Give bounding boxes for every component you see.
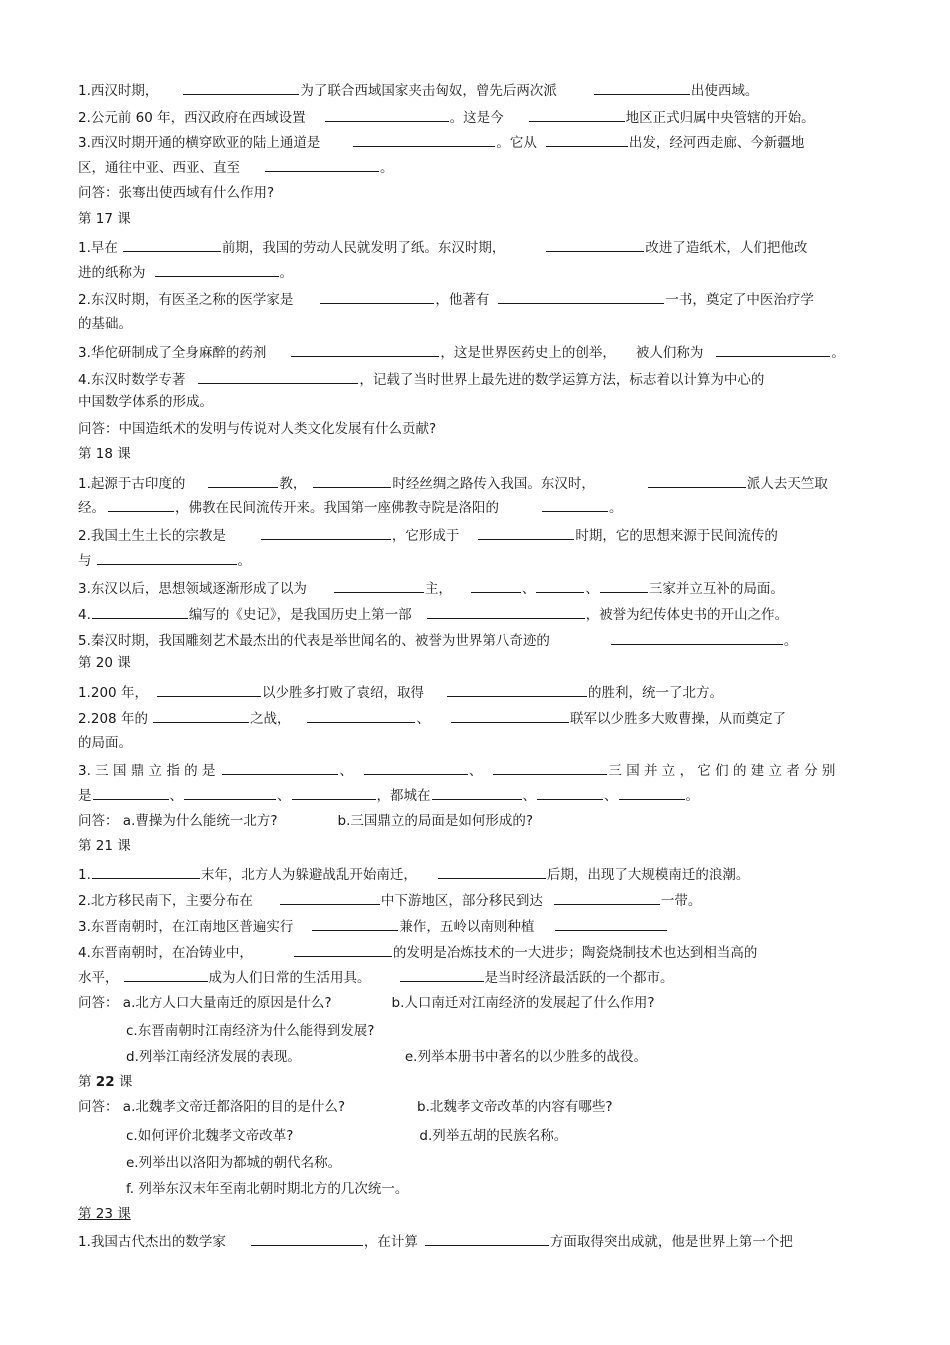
question-line: 1.早在 前期，我国的劳动人民就发明了纸。东汉时期， 改进了造纸术，人们把他改: [78, 237, 807, 258]
question-line: 2.东汉时期，有医圣之称的医学家是 ，他著有 一书，奠定了中医治疗学: [78, 289, 814, 310]
question-line: 3.华佗研制成了全身麻醉的药剂 ，这是世界医药史上的创举， 被人们称为 。: [78, 342, 845, 363]
answer-blank[interactable]: [261, 525, 391, 540]
answer-blank[interactable]: [648, 473, 746, 488]
answer-blank[interactable]: [478, 525, 574, 540]
answer-blank[interactable]: [183, 80, 299, 95]
qa-prompt: 问答：中国造纸术的发明与传说对人类文化发展有什么贡献?: [78, 421, 437, 437]
answer-blank[interactable]: [153, 708, 249, 723]
answer-blank[interactable]: [353, 132, 495, 147]
answer-blank[interactable]: [325, 107, 449, 122]
answer-blank[interactable]: [97, 550, 237, 565]
question-line: 3.东晋南朝时，在江南地区普遍实行 兼作，五岭以南则种植: [78, 916, 668, 937]
qa-prompt: d.列举江南经济发展的表现。 e.列举本册书中著名的以少胜多的战役。: [126, 1049, 647, 1065]
question-line: 进的纸称为 。: [78, 262, 293, 283]
answer-blank[interactable]: [427, 604, 585, 619]
question-line: 的局面。: [78, 735, 132, 751]
answer-blank[interactable]: [716, 342, 830, 357]
qa-prompt: 问答： a.北方人口大量南迁的原因是什么? b.人口南迁对江南经济的发展起了什么作用?: [78, 995, 655, 1011]
answer-blank[interactable]: [291, 342, 439, 357]
answer-blank[interactable]: [108, 497, 174, 512]
answer-blank[interactable]: [493, 760, 607, 775]
question-line: 4.东汉时数学专著 ，记载了当时世界上最先进的数学运算方法，标志着以计算为中心的: [78, 369, 764, 390]
answer-blank[interactable]: [312, 916, 398, 931]
answer-blank[interactable]: [92, 864, 200, 879]
question-line: 3.东汉以后，思想领域逐渐形成了以为 主， 、 、 三家并立互补的局面。: [78, 578, 784, 599]
answer-blank[interactable]: [280, 890, 380, 905]
answer-blank[interactable]: [537, 785, 603, 800]
answer-blank[interactable]: [198, 369, 358, 384]
question-line: 水平， 成为人们日常的生活用具。 是当时经济最活跃的一个都市。: [78, 967, 674, 988]
question-line: 1.西汉时期， 为了联合西域国家夹击匈奴，曾先后两次派 出使西域。: [78, 80, 758, 101]
answer-blank[interactable]: [313, 473, 391, 488]
question-line: 经。 ，佛教在民间流传开来。我国第一座佛教寺院是洛阳的 。: [78, 497, 623, 518]
question-line: 2.208 年的 之战， 、 联军以少胜多大败曹操，从而奠定了: [78, 708, 786, 729]
answer-blank[interactable]: [123, 237, 221, 252]
answer-blank[interactable]: [438, 864, 546, 879]
question-line: 1.我国古代杰出的数学家 ，在计算 方面取得突出成就，他是世界上第一个把: [78, 1231, 793, 1252]
answer-blank[interactable]: [611, 630, 783, 645]
question-line: 2.公元前 60 年，西汉政府在西域设置 。这是今 地区正式归属中央管辖的开始。: [78, 107, 815, 128]
answer-blank[interactable]: [93, 785, 169, 800]
question-line: 2.北方移民南下，主要分布在 中下游地区，部分移民到达 一带。: [78, 890, 701, 911]
qa-prompt: f. 列举东汉末年至南北朝时期北方的几次统一。: [126, 1181, 409, 1197]
question-line: 区，通往中亚、西亚、直至 。: [78, 157, 394, 178]
question-line: 与 。: [78, 550, 251, 571]
answer-blank[interactable]: [498, 289, 664, 304]
question-line: 5.秦汉时期，我国雕刻艺术最杰出的代表是举世闻名的、被誉为世界第八奇迹的 。: [78, 630, 797, 651]
question-line: 2.我国土生土长的宗教是 ，它形成于 时期，它的思想来源于民间流传的: [78, 525, 778, 546]
answer-blank[interactable]: [334, 578, 424, 593]
lesson-heading: 第 18 课: [78, 446, 131, 462]
answer-blank[interactable]: [92, 604, 188, 619]
answer-blank[interactable]: [447, 682, 587, 697]
question-line: 3. 三 国 鼎 立 指 的 是 、 、 三 国 并 立 ， 它 们 的 建 立 者 分 别: [78, 760, 835, 781]
answer-blank[interactable]: [320, 289, 434, 304]
answer-blank[interactable]: [292, 785, 376, 800]
answer-blank[interactable]: [222, 760, 338, 775]
answer-blank[interactable]: [600, 578, 648, 593]
answer-blank[interactable]: [432, 785, 522, 800]
answer-blank[interactable]: [157, 682, 261, 697]
answer-blank[interactable]: [425, 1231, 549, 1246]
lesson-heading: 第 17 课: [78, 211, 131, 227]
answer-blank[interactable]: [594, 80, 690, 95]
answer-blank[interactable]: [546, 237, 644, 252]
answer-blank[interactable]: [364, 760, 468, 775]
answer-blank[interactable]: [400, 967, 484, 982]
answer-blank[interactable]: [251, 1231, 363, 1246]
qa-prompt: c.如何评价北魏孝文帝改革? d.列举五胡的民族名称。: [126, 1128, 568, 1144]
answer-blank[interactable]: [124, 967, 208, 982]
question-line: 4.东晋南朝时，在冶铸业中， 的发明是冶炼技术的一大进步；陶瓷烧制技术也达到相当高的: [78, 942, 757, 963]
answer-blank[interactable]: [555, 916, 667, 931]
answer-blank[interactable]: [208, 473, 278, 488]
answer-blank[interactable]: [619, 785, 685, 800]
answer-blank[interactable]: [294, 942, 392, 957]
qa-prompt: e.列举出以洛阳为都城的朝代名称。: [126, 1155, 342, 1171]
question-line: 3.西汉时期开通的横穿欧亚的陆上通道是 。它从 出发，经河西走廊、今新疆地: [78, 132, 804, 153]
answer-blank[interactable]: [529, 107, 625, 122]
answer-blank[interactable]: [307, 708, 415, 723]
answer-blank[interactable]: [184, 785, 276, 800]
answer-blank[interactable]: [536, 578, 584, 593]
answer-blank[interactable]: [265, 157, 379, 172]
qa-prompt: 问答：张骞出使西域有什么作用?: [78, 185, 275, 201]
answer-blank[interactable]: [546, 132, 628, 147]
question-line: 1.200 年， 以少胜多打败了袁绍，取得 的胜利，统一了北方。: [78, 682, 723, 703]
lesson-heading: 第 22 课: [78, 1074, 133, 1090]
qa-prompt: 问答： a.北魏孝文帝迁都洛阳的目的是什么? b.北魏孝文帝改革的内容有哪些?: [78, 1099, 613, 1115]
answer-blank[interactable]: [155, 262, 279, 277]
answer-blank[interactable]: [451, 708, 569, 723]
question-line: 4. 编写的《史记》，是我国历史上第一部 ，被誉为纪传体史书的开山之作。: [78, 604, 788, 625]
lesson-heading: 第 21 课: [78, 838, 131, 854]
question-line: 中国数学体系的形成。: [78, 394, 213, 410]
answer-blank[interactable]: [471, 578, 521, 593]
question-line: 1. 末年，北方人为躲避战乱开始南迁， 后期，出现了大规模南迁的浪潮。: [78, 864, 749, 885]
question-line: 是 、 、 ，都城在 、 、 。: [78, 785, 699, 806]
question-line: 的基础。: [78, 316, 132, 332]
lesson-heading: 第 23 课: [78, 1206, 131, 1222]
question-line: 1.起源于古印度的 教， 时经丝绸之路传入我国。东汉时， 派人去天竺取: [78, 473, 828, 494]
lesson-heading: 第 20 课: [78, 655, 131, 671]
answer-blank[interactable]: [554, 890, 660, 905]
answer-blank[interactable]: [542, 497, 608, 512]
qa-prompt: 问答： a.曹操为什么能统一北方? b.三国鼎立的局面是如何形成的?: [78, 813, 534, 829]
qa-prompt: c.东晋南朝时江南经济为什么能得到发展?: [126, 1023, 375, 1039]
